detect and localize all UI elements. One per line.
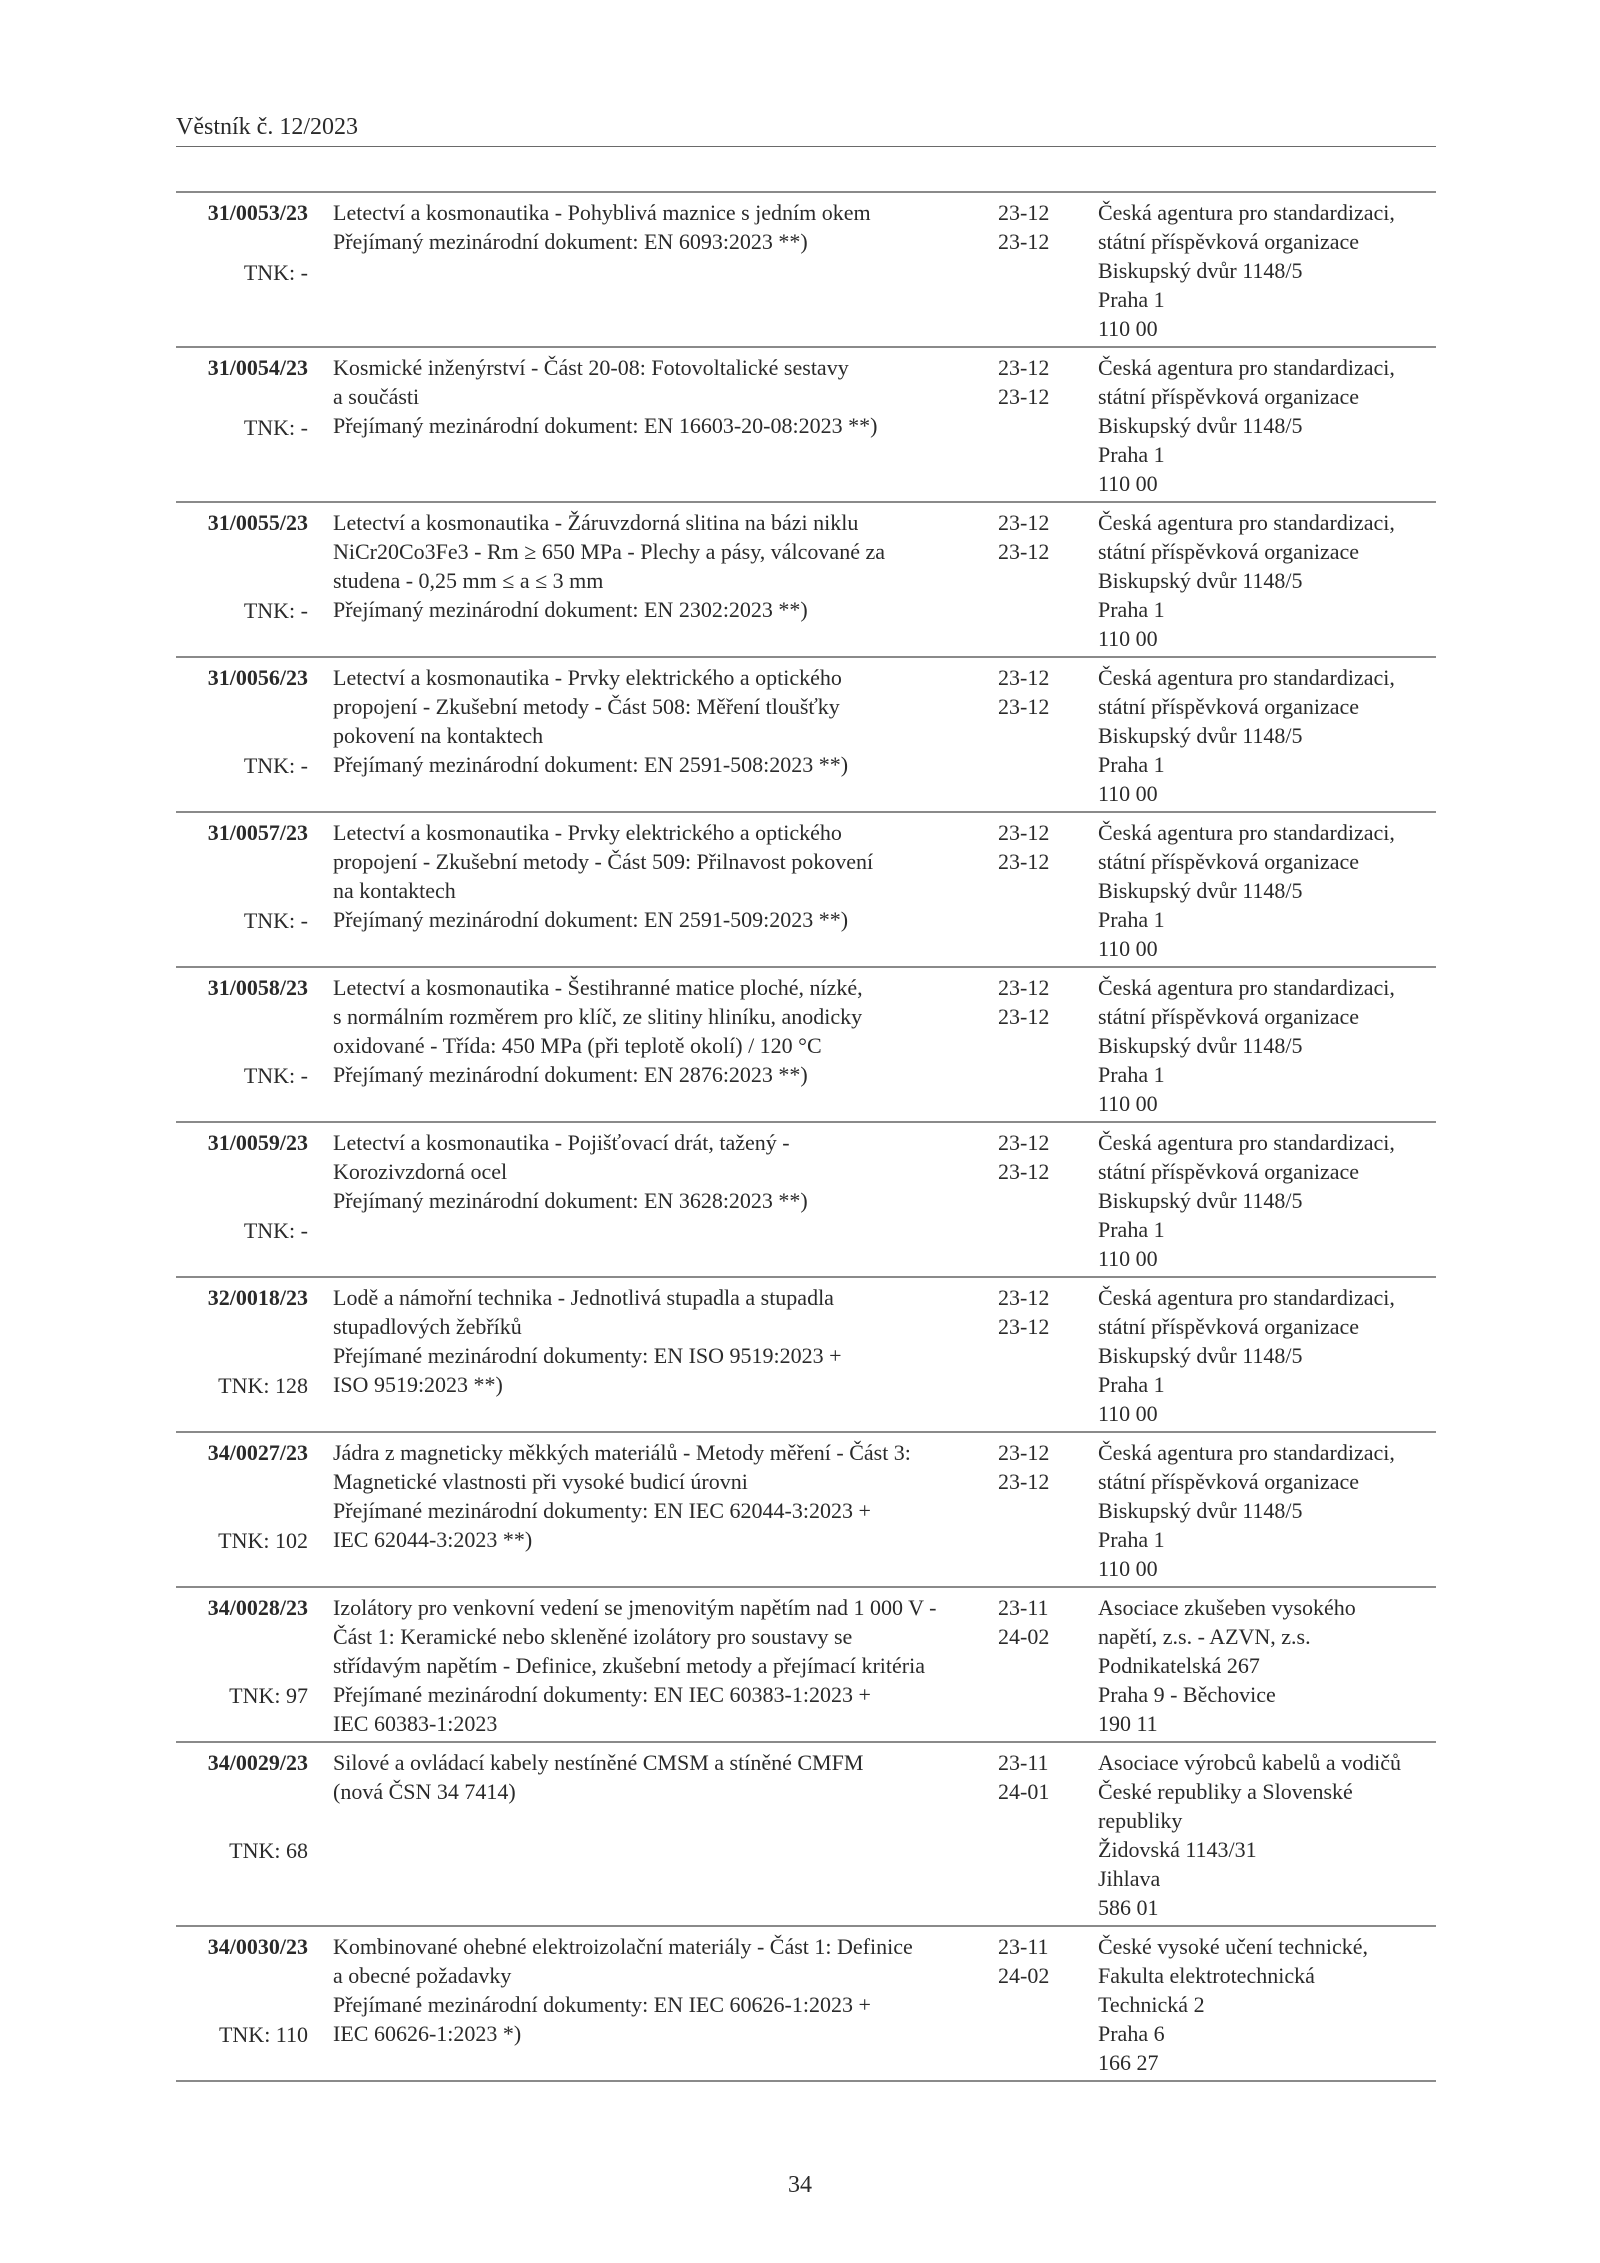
entry-dates — [998, 198, 1068, 256]
entry-id-column — [176, 198, 308, 343]
entry-organization-line: státní příspěvková organizace — [1098, 1469, 1360, 1494]
entry-title-line: ISO 9519:2023 **) — [333, 1372, 503, 1397]
entry-organization-line: republiky — [1098, 1808, 1183, 1833]
entry-organization-line: 166 27 — [1098, 2050, 1159, 2075]
entry-title-line: Letectví a kosmonautika - Žáruvzdorná slitina na bázi niklu — [333, 510, 859, 535]
entry-organization-line: Židovská 1143/31 — [1098, 1837, 1257, 1862]
entry-date: 23-12 — [998, 1004, 1050, 1029]
entry-dates — [998, 663, 1068, 721]
entry-organization-line: Praha 1 — [1098, 1062, 1165, 1087]
entry-id-column — [176, 818, 308, 963]
entry-title-line: a obecné požadavky — [333, 1963, 512, 1988]
entry-id-column — [176, 1593, 308, 1738]
entry-tnk: TNK: 128 — [218, 1373, 308, 1398]
entry-date: 23-12 — [998, 1285, 1050, 1310]
entry-id: 31/0055/23 — [207, 510, 308, 535]
standard-entry — [176, 968, 1436, 1123]
entry-organization — [1098, 1283, 1438, 1428]
entry-organization-line: Česká agentura pro standardizaci, — [1098, 510, 1395, 535]
entry-title-line: Jádra z magneticky měkkých materiálů - Metody měření - Část 3: — [333, 1440, 911, 1465]
entry-date: 23-11 — [998, 1750, 1049, 1775]
entry-organization — [1098, 198, 1438, 343]
entry-title-line: Přejímané mezinárodní dokumenty: EN ISO 9519:2023 + — [333, 1343, 842, 1368]
entry-title-line: Izolátory pro venkovní vedení se jmenovitým napětím nad 1 000 V - — [333, 1595, 937, 1620]
entry-organization-line: Praha 1 — [1098, 1527, 1165, 1552]
entry-title-line: studena - 0,25 mm ≤ a ≤ 3 mm — [333, 568, 604, 593]
entry-title-line: Část 1: Keramické nebo skleněné izolátory pro soustavy se — [333, 1624, 853, 1649]
entry-title-line: pokovení na kontaktech — [333, 723, 544, 748]
standard-entry — [176, 193, 1436, 348]
entry-date: 23-12 — [998, 694, 1050, 719]
entry-dates — [998, 1593, 1068, 1651]
entry-organization-line: Česká agentura pro standardizaci, — [1098, 665, 1395, 690]
entry-organization-line: Česká agentura pro standardizaci, — [1098, 1130, 1395, 1155]
entry-dates — [998, 353, 1068, 411]
entry-dates — [998, 1748, 1068, 1806]
entry-id: 31/0056/23 — [207, 665, 308, 690]
entry-date: 23-12 — [998, 975, 1050, 1000]
entry-date: 23-11 — [998, 1934, 1049, 1959]
entry-organization-line: 110 00 — [1098, 1091, 1158, 1116]
entry-organization-line: Česká agentura pro standardizaci, — [1098, 355, 1395, 380]
entry-organization-line: 110 00 — [1098, 1556, 1158, 1581]
entry-organization-line: 190 11 — [1098, 1711, 1158, 1736]
entry-organization-line: 110 00 — [1098, 316, 1158, 341]
entry-tnk: TNK: 110 — [218, 2022, 308, 2047]
standard-entry — [176, 348, 1436, 503]
entry-id: 31/0054/23 — [207, 355, 308, 380]
entry-organization — [1098, 1748, 1438, 1922]
entry-organization-line: Biskupský dvůr 1148/5 — [1098, 568, 1303, 593]
entry-tnk: TNK: 102 — [218, 1528, 308, 1553]
entry-id-column — [176, 1283, 308, 1428]
page-number: 34 — [788, 2172, 812, 2198]
entry-organization-line: státní příspěvková organizace — [1098, 1314, 1360, 1339]
entry-title-line: Přejímané mezinárodní dokumenty: EN IEC 60383-1:2023 + — [333, 1682, 871, 1707]
entry-organization-line: státní příspěvková organizace — [1098, 694, 1360, 719]
entry-tnk: TNK: - — [243, 753, 308, 778]
entry-title-line: Letectví a kosmonautika - Prvky elektrického a optického — [333, 820, 842, 845]
entry-organization-line: Biskupský dvůr 1148/5 — [1098, 723, 1303, 748]
entry-title-line: propojení - Zkušební metody - Část 508: Měření tloušťky — [333, 694, 840, 719]
entry-organization-line: Biskupský dvůr 1148/5 — [1098, 1343, 1303, 1368]
entry-title-line: na kontaktech — [333, 878, 456, 903]
entry-organization-line: Biskupský dvůr 1148/5 — [1098, 413, 1303, 438]
entry-tnk: TNK: - — [243, 1063, 308, 1088]
entry-date: 23-12 — [998, 1314, 1050, 1339]
entry-title-line: IEC 60626-1:2023 *) — [333, 2021, 522, 2046]
entry-title-line: Přejímaný mezinárodní dokument: EN 2302:2023 **) — [333, 597, 808, 622]
entry-title-line: Přejímaný mezinárodní dokument: EN 16603-20-08:2023 **) — [333, 413, 878, 438]
entry-id-column — [176, 1438, 308, 1583]
standard-entry — [176, 1123, 1436, 1278]
entry-organization-line: Biskupský dvůr 1148/5 — [1098, 1188, 1303, 1213]
entry-organization-line: 110 00 — [1098, 781, 1158, 806]
entry-organization — [1098, 1932, 1438, 2077]
entry-date: 24-02 — [998, 1624, 1050, 1649]
entry-date: 23-12 — [998, 1440, 1050, 1465]
entry-date: 23-12 — [998, 510, 1050, 535]
entry-id-column — [176, 973, 308, 1118]
entry-organization-line: 110 00 — [1098, 1401, 1158, 1426]
entry-date: 23-12 — [998, 1159, 1050, 1184]
entry-organization-line: Praha 1 — [1098, 287, 1165, 312]
entry-title-line: Kombinované ohebné elektroizolační materiály - Část 1: Definice — [333, 1934, 913, 1959]
entry-title-line: Letectví a kosmonautika - Pojišťovací drát, tažený - — [333, 1130, 790, 1155]
entry-id-column — [176, 663, 308, 808]
entry-id-column — [176, 1932, 308, 2077]
entry-organization — [1098, 1128, 1438, 1273]
entry-organization-line: státní příspěvková organizace — [1098, 849, 1360, 874]
entry-organization — [1098, 1593, 1438, 1738]
entry-title-line: Přejímaný mezinárodní dokument: EN 2591-509:2023 **) — [333, 907, 849, 932]
entry-title-line: Přejímaný mezinárodní dokument: EN 3628:2023 **) — [333, 1188, 808, 1213]
entry-organization-line: České republiky a Slovenské — [1098, 1779, 1353, 1804]
entry-title-line: Přejímaný mezinárodní dokument: EN 2876:2023 **) — [333, 1062, 808, 1087]
entry-organization-line: napětí, z.s. - AZVN, z.s. — [1098, 1624, 1311, 1649]
entry-title-line: Přejímaný mezinárodní dokument: EN 6093:2023 **) — [333, 229, 808, 254]
entry-id-column — [176, 353, 308, 498]
entry-organization-line: 110 00 — [1098, 471, 1158, 496]
entry-organization-line: Fakulta elektrotechnická — [1098, 1963, 1315, 1988]
entry-title-line: Kosmické inženýrství - Část 20-08: Fotovoltalické sestavy — [333, 355, 849, 380]
entry-organization-line: Podnikatelská 267 — [1098, 1653, 1260, 1678]
entry-organization-line: Praha 9 - Běchovice — [1098, 1682, 1276, 1707]
entry-dates — [998, 1128, 1068, 1186]
entry-organization-line: České vysoké učení technické, — [1098, 1934, 1369, 1959]
entry-id: 34/0029/23 — [207, 1750, 308, 1775]
entry-organization-line: 110 00 — [1098, 626, 1158, 651]
entry-title-line: oxidované - Třída: 450 MPa (při teplotě okolí) / 120 °C — [333, 1033, 822, 1058]
entry-title-line: propojení - Zkušební metody - Část 509: Přilnavost pokovení — [333, 849, 874, 874]
entry-organization — [1098, 973, 1438, 1118]
entry-dates — [998, 508, 1068, 566]
entry-organization-line: Praha 1 — [1098, 907, 1165, 932]
entry-title-line: Letectví a kosmonautika - Prvky elektrického a optického — [333, 665, 842, 690]
entry-organization-line: Praha 1 — [1098, 1372, 1165, 1397]
entry-title-line: (nová ČSN 34 7414) — [333, 1779, 516, 1804]
entry-organization — [1098, 353, 1438, 498]
entry-organization-line: 110 00 — [1098, 1246, 1158, 1271]
entry-title-line: NiCr20Co3Fe3 - Rm ≥ 650 MPa - Plechy a pásy, válcované za — [333, 539, 885, 564]
entry-id: 34/0028/23 — [207, 1595, 308, 1620]
entry-organization-line: státní příspěvková organizace — [1098, 229, 1360, 254]
entry-organization-line: státní příspěvková organizace — [1098, 539, 1360, 564]
header-divider — [176, 146, 1436, 147]
entry-organization — [1098, 818, 1438, 963]
standard-entry — [176, 1278, 1436, 1433]
entry-date: 23-12 — [998, 665, 1050, 690]
entry-organization-line: Biskupský dvůr 1148/5 — [1098, 1498, 1303, 1523]
entry-tnk: TNK: 68 — [229, 1838, 308, 1863]
entry-organization-line: Česká agentura pro standardizaci, — [1098, 820, 1395, 845]
entry-date: 23-12 — [998, 1130, 1050, 1155]
entry-date: 23-12 — [998, 1469, 1050, 1494]
entry-title-line: IEC 62044-3:2023 **) — [333, 1527, 533, 1552]
entry-organization-line: Praha 1 — [1098, 752, 1165, 777]
entry-title-line: Magnetické vlastnosti při vysoké budicí úrovni — [333, 1469, 748, 1494]
entry-organization-line: Asociace výrobců kabelů a vodičů — [1098, 1750, 1401, 1775]
entry-organization-line: státní příspěvková organizace — [1098, 384, 1360, 409]
entry-id: 34/0030/23 — [207, 1934, 308, 1959]
entry-date: 23-12 — [998, 355, 1050, 380]
entry-tnk: TNK: - — [243, 260, 308, 285]
entry-id-column — [176, 1748, 308, 1922]
entry-organization-line: Česká agentura pro standardizaci, — [1098, 1285, 1395, 1310]
entry-tnk: TNK: 97 — [229, 1683, 308, 1708]
standards-list — [176, 191, 1436, 2082]
entry-title-line: stupadlových žebříků — [333, 1314, 522, 1339]
entry-organization — [1098, 508, 1438, 653]
entry-id: 31/0053/23 — [207, 200, 308, 225]
entry-title-line: Silové a ovládací kabely nestíněné CMSM a stíněné CMFM — [333, 1750, 864, 1775]
entry-organization-line: Biskupský dvůr 1148/5 — [1098, 878, 1303, 903]
entry-date: 23-12 — [998, 384, 1050, 409]
entry-dates — [998, 1283, 1068, 1341]
page-header-title: Věstník č. 12/2023 — [176, 114, 358, 140]
entry-date: 23-12 — [998, 539, 1050, 564]
entry-date: 23-12 — [998, 229, 1050, 254]
entry-organization-line: 110 00 — [1098, 936, 1158, 961]
entry-tnk: TNK: - — [243, 415, 308, 440]
entry-tnk: TNK: - — [243, 598, 308, 623]
entry-title-line: Přejímané mezinárodní dokumenty: EN IEC 60626-1:2023 + — [333, 1992, 871, 2017]
entry-organization-line: Technická 2 — [1098, 1992, 1205, 2017]
entry-organization-line: Asociace zkušeben vysokého — [1098, 1595, 1356, 1620]
entry-organization-line: státní příspěvková organizace — [1098, 1159, 1360, 1184]
entry-title-line: Přejímané mezinárodní dokumenty: EN IEC 62044-3:2023 + — [333, 1498, 871, 1523]
entry-organization-line: Praha 1 — [1098, 597, 1165, 622]
entry-title-line: IEC 60383-1:2023 — [333, 1711, 498, 1736]
entry-title-line: Letectví a kosmonautika - Pohyblivá maznice s jedním okem — [333, 200, 871, 225]
entry-organization — [1098, 663, 1438, 808]
entry-title-line: a součásti — [333, 384, 420, 409]
entry-organization-line: Praha 6 — [1098, 2021, 1165, 2046]
entry-date: 24-01 — [998, 1779, 1050, 1804]
entry-id: 31/0059/23 — [207, 1130, 308, 1155]
entry-organization-line: Biskupský dvůr 1148/5 — [1098, 1033, 1303, 1058]
entry-dates — [998, 973, 1068, 1031]
standard-entry — [176, 1433, 1436, 1588]
entry-title-line: s normálním rozměrem pro klíč, ze slitiny hliníku, anodicky — [333, 1004, 863, 1029]
entry-organization-line: Česká agentura pro standardizaci, — [1098, 1440, 1395, 1465]
entry-title-line: střídavým napětím - Definice, zkušební metody a přejímací kritéria — [333, 1653, 925, 1678]
entry-organization-line: Praha 1 — [1098, 1217, 1165, 1242]
entry-organization-line: Česká agentura pro standardizaci, — [1098, 200, 1395, 225]
entry-date: 23-12 — [998, 820, 1050, 845]
entry-organization-line: Česká agentura pro standardizaci, — [1098, 975, 1395, 1000]
entry-organization-line: Praha 1 — [1098, 442, 1165, 467]
entry-id: 31/0057/23 — [207, 820, 308, 845]
standard-entry — [176, 1743, 1436, 1927]
entry-id: 31/0058/23 — [207, 975, 308, 1000]
entry-organization-line: státní příspěvková organizace — [1098, 1004, 1360, 1029]
standard-entry — [176, 813, 1436, 968]
entry-title-line: Lodě a námořní technika - Jednotlivá stupadla a stupadla — [333, 1285, 834, 1310]
standard-entry — [176, 658, 1436, 813]
entry-organization-line: 586 01 — [1098, 1895, 1159, 1920]
entry-organization — [1098, 1438, 1438, 1583]
standard-entry — [176, 1588, 1436, 1743]
entry-organization-line: Jihlava — [1098, 1866, 1161, 1891]
entry-id-column — [176, 1128, 308, 1273]
entry-dates — [998, 1438, 1068, 1496]
entry-title-line: Letectví a kosmonautika - Šestihranné matice ploché, nízké, — [333, 975, 863, 1000]
entry-dates — [998, 1932, 1068, 1990]
entry-date: 23-12 — [998, 200, 1050, 225]
entry-date: 23-11 — [998, 1595, 1049, 1620]
entry-id: 32/0018/23 — [207, 1285, 308, 1310]
entry-title-line: Přejímaný mezinárodní dokument: EN 2591-508:2023 **) — [333, 752, 849, 777]
entry-id: 34/0027/23 — [207, 1440, 308, 1465]
entry-tnk: TNK: - — [243, 908, 308, 933]
standard-entry — [176, 1927, 1436, 2082]
standard-entry — [176, 503, 1436, 658]
entry-dates — [998, 818, 1068, 876]
entry-organization-line: Biskupský dvůr 1148/5 — [1098, 258, 1303, 283]
entry-date: 23-12 — [998, 849, 1050, 874]
entry-tnk: TNK: - — [243, 1218, 308, 1243]
entry-id-column — [176, 508, 308, 653]
entry-date: 24-02 — [998, 1963, 1050, 1988]
entry-title-line: Korozivzdorná ocel — [333, 1159, 508, 1184]
